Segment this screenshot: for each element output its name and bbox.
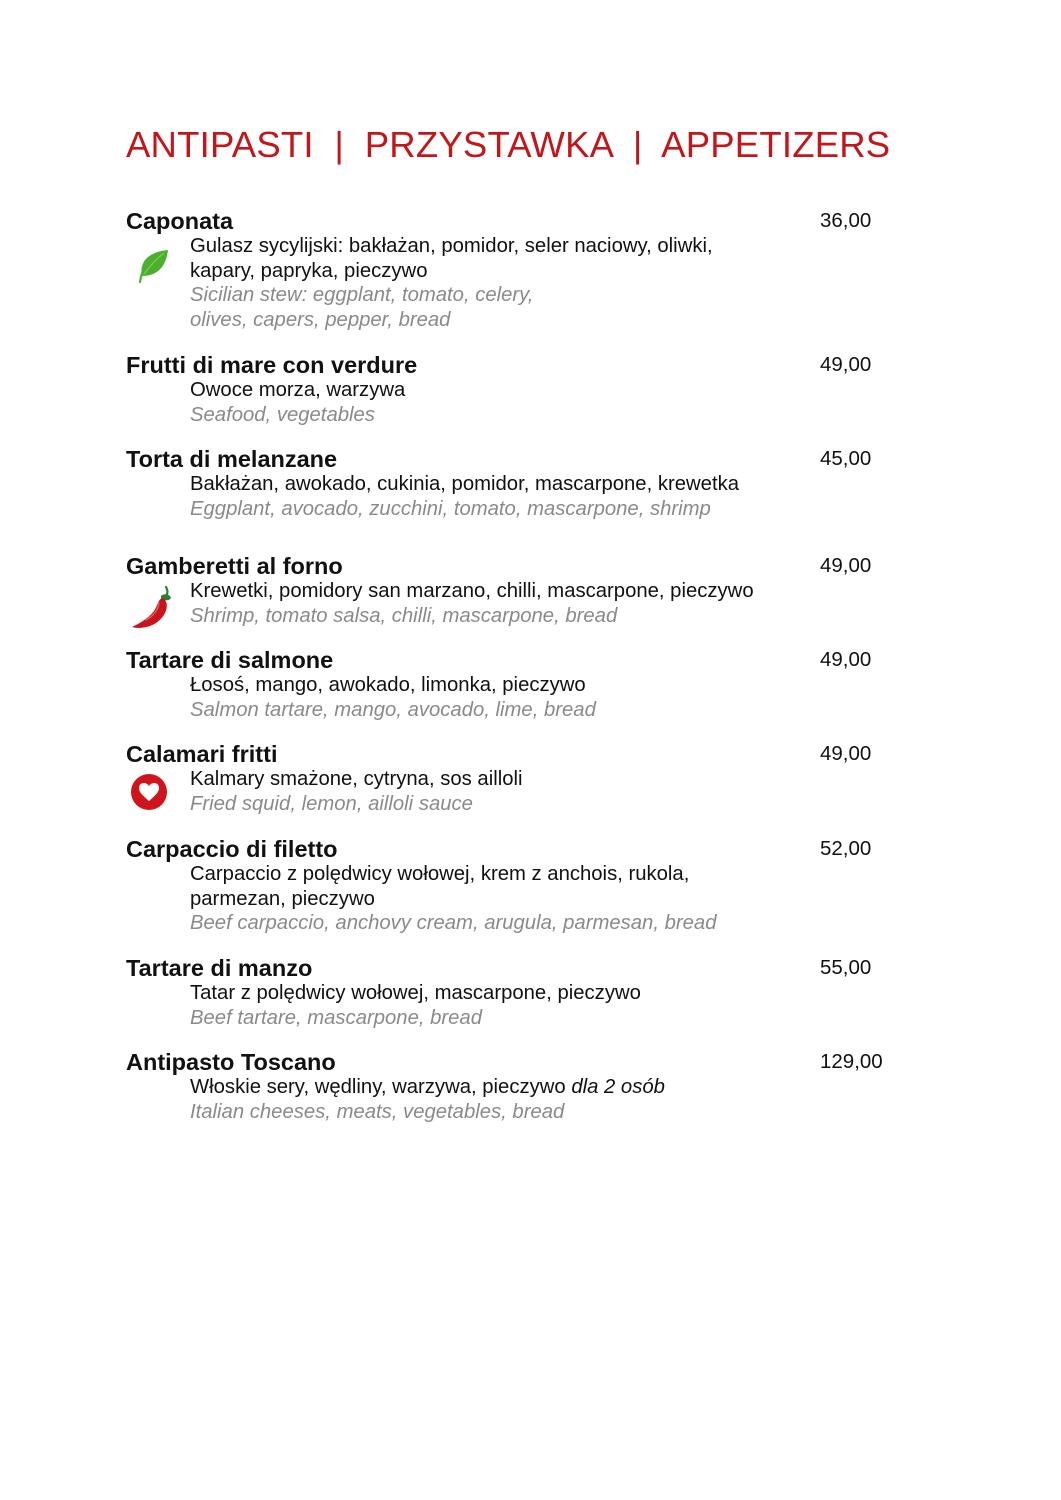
description-en: Seafood, vegetables [190,403,375,426]
description-pl: Krewetki, pomidory san marzano, chilli, mascarpone, pieczywo [190,580,754,602]
description-pl: kapary, papryka, pieczywo [190,259,428,282]
chilli-pepper-icon [128,583,176,636]
item-name: Gamberetti al forno [126,553,343,579]
description-pl: Tatar z polędwicy wołowej, mascarpone, pieczywo [190,982,641,1004]
description-pl: Kalmary smażone, cytryna, sos ailloli [190,768,523,790]
item-name: Tartare di manzo [126,955,313,981]
heart-icon [130,773,168,816]
item-name: Carpaccio di filetto [126,836,338,862]
description-en: Shrimp, tomato salsa, chilli, mascarpone, bread [190,604,618,627]
description-en: Beef tartare, mascarpone, bread [190,1006,482,1029]
description-pl: Owoce morza, warzywa [190,379,406,401]
item-name: Caponata [126,208,234,234]
description-pl: Bakłażan, awokado, cukinia, pomidor, mascarpone, krewetka [190,473,740,495]
item-name: Frutti di mare con verdure [126,352,418,378]
description-en: Beef carpaccio, anchovy cream, arugula, parmesan, bread [190,912,717,935]
description-en: Salmon tartare, mango, avocado, lime, bread [190,698,596,721]
item-price: 45,00 [820,447,872,470]
item-price: 49,00 [820,554,872,577]
item-price: 129,00 [820,1050,883,1073]
leaf-icon [132,246,172,291]
description-pl: Carpaccio z polędwicy wołowej, krem z anchois, rukola, [190,863,690,885]
description-pl: Gulasz sycylijski: bakłażan, pomidor, seler naciowy, oliwki, [190,235,713,257]
description-en: Sicilian stew: eggplant, tomato, celery, [190,284,534,307]
item-name: Calamari fritti [126,741,278,767]
item-price: 55,00 [820,956,872,979]
item-price: 52,00 [820,837,872,860]
description-pl: Łosoś, mango, awokado, limonka, pieczywo [190,674,586,696]
description-pl-text: Włoskie sery, wędliny, warzywa, pieczywo [190,1076,572,1098]
item-name: Torta di melanzane [126,446,338,472]
item-price: 49,00 [820,648,872,671]
item-name: Antipasto Toscano [126,1049,336,1075]
description-pl [190,1075,810,1100]
serving-note: dla 2 osób [571,1076,665,1098]
item-price: 49,00 [820,742,872,765]
item-price: 36,00 [820,209,872,232]
description-en: Fried squid, lemon, ailloli sauce [190,792,473,815]
item-name: Tartare di salmone [126,647,334,673]
description-en: Italian cheeses, meats, vegetables, bread [190,1100,565,1123]
description-en: olives, capers, pepper, bread [190,309,451,332]
description-pl: parmezan, pieczywo [190,887,375,910]
item-price: 49,00 [820,353,872,376]
page-title: ANTIPASTI | PRZYSTAWKA | APPETIZERS [126,124,891,165]
description-en: Eggplant, avocado, zucchini, tomato, mascarpone, shrimp [190,497,711,520]
